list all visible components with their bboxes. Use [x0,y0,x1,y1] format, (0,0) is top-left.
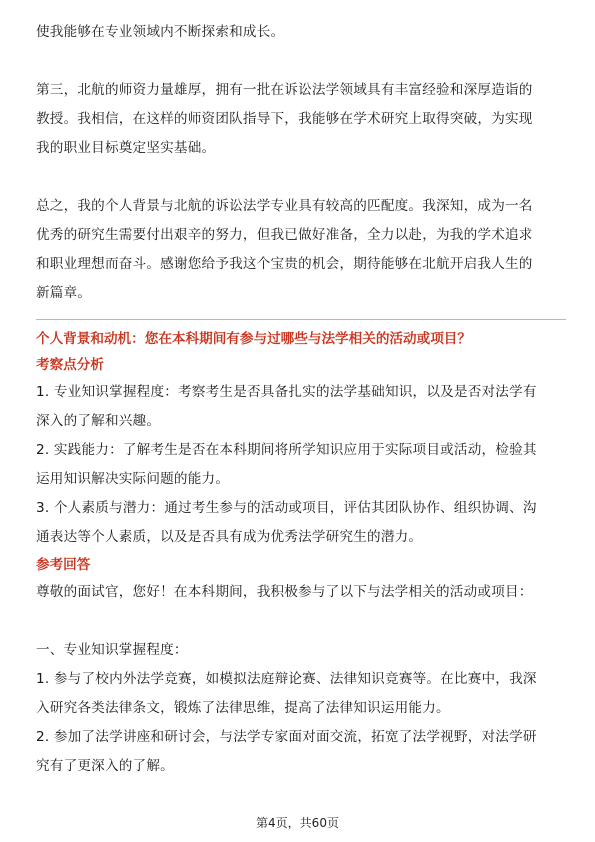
spacer [36,607,566,636]
paragraph-third-line-3: 我的职业目标奠定坚实基础。 [36,140,216,156]
analysis-point-1-line-2: 深入的了解和兴趣。 [36,413,161,429]
analysis-point-1-line-1: 1. 专业知识掌握程度：考察考生是否具备扎实的法学基础知识，以及是否对法学有 [36,384,537,400]
answer-greeting: 尊敬的面试官，您好！在本科期间，我积极参与了以下与法学相关的活动或项目： [36,584,533,600]
paragraph-conclusion-line-3: 和职业理想而奋斗。感谢您给予我这个宝贵的机会，期待能够在北航开启我人生的 [36,256,533,272]
analysis-heading: 考察点分析 [36,357,104,373]
answer-section-1-heading: 一、专业知识掌握程度： [36,642,188,658]
analysis-point-2-line-2: 运用知识解决实际问题的能力。 [36,471,230,487]
spacer [36,47,566,76]
paragraph-conclusion-line-4: 新篇章。 [36,285,92,301]
question-title: 个人背景和动机：您在本科期间有参与过哪些与法学相关的活动或项目？ [36,331,471,347]
page-number-footer: 第4页，共60页 [256,816,339,830]
answer-item-1-line-1: 1. 参与了校内外法学竞赛，如模拟法庭辩论赛、法律知识竞赛等。在比赛中，我深 [36,671,537,687]
paragraph-third-line-1: 第三，北航的师资力量雄厚，拥有一批在诉讼法学领域具有丰富经验和深厚造诣的 [36,82,533,98]
answer-item-2-line-2: 究有了更深入的了解。 [36,758,174,774]
spacer [36,163,566,192]
answer-item-2-line-1: 2. 参加了法学讲座和研讨会，与法学专家面对面交流，拓宽了法学视野，对法学研 [36,729,537,745]
analysis-point-2-line-1: 2. 实践能力：了解考生是否在本科期间将所学知识应用于实际项目或活动，检验其 [36,442,537,458]
section-divider [36,319,566,320]
analysis-point-3-line-1: 3. 个人素质与潜力：通过考生参与的活动或项目，评估其团队协作、组织协调、沟 [36,500,537,516]
paragraph-conclusion-line-1: 总之，我的个人背景与北航的诉讼法学专业具有较高的匹配度。我深知，成为一名 [36,198,533,214]
page-content [36,18,566,781]
paragraph-third-line-2: 教授。我相信，在这样的师资团队指导下，我能够在学术研究上取得突破，为实现 [36,111,533,127]
answer-item-1-line-2: 入研究各类法律条文，锻炼了法律思维，提高了法律知识运用能力。 [36,700,450,716]
analysis-point-3-line-2: 通表达等个人素质，以及是否具有成为优秀法学研究生的潜力。 [36,529,423,545]
answer-heading: 参考回答 [36,557,91,573]
paragraph-tail-line: 使我能够在专业领域内不断探索和成长。 [36,24,285,40]
paragraph-conclusion-line-2: 优秀的研究生需要付出艰辛的努力，但我已做好准备，全力以赴，为我的学术追求 [36,227,533,243]
